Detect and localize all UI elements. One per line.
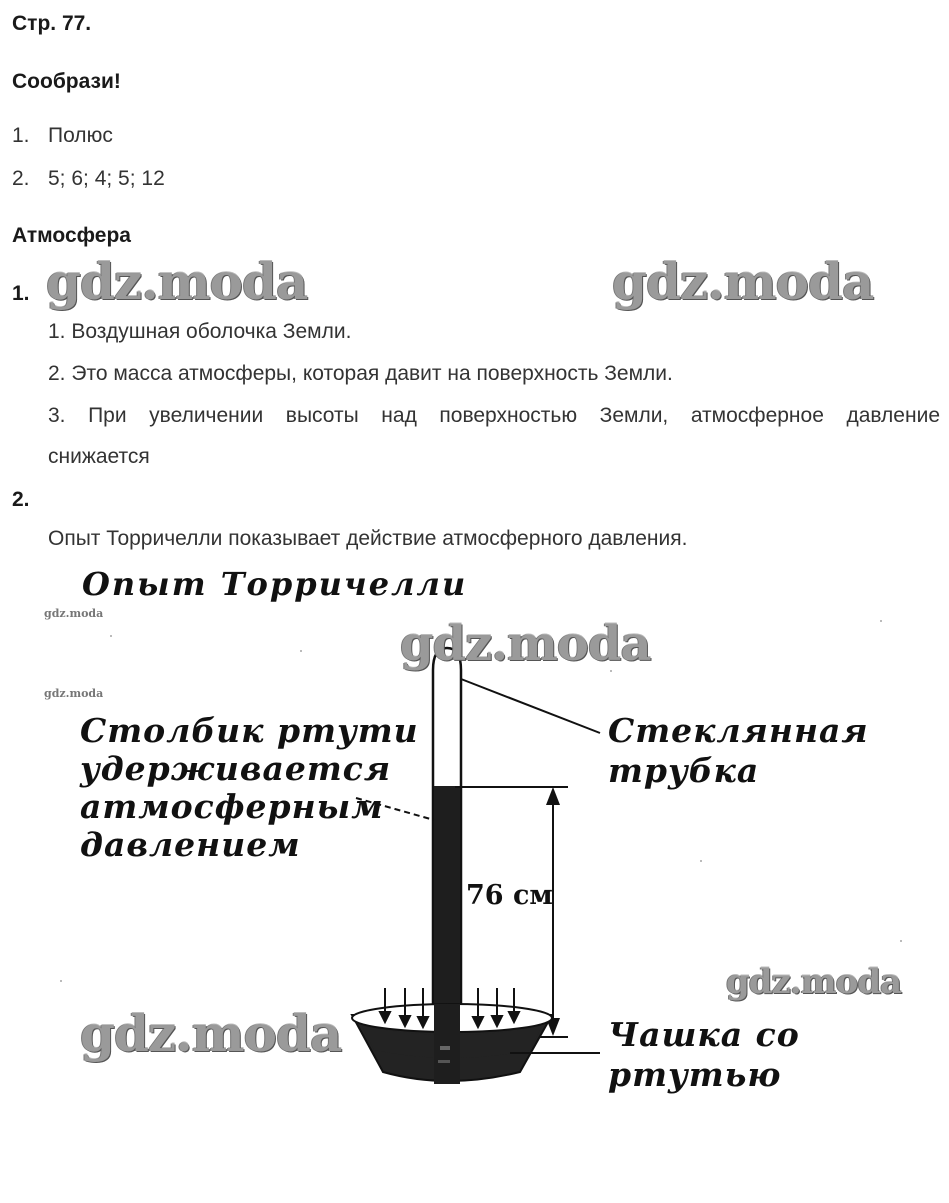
diagram-title: Опыт Торричелли [82,565,468,603]
label-mercury-column: удерживается [80,749,392,788]
watermark: gdz.moda [46,252,308,311]
list-item-text: 5; 6; 4; 5; 12 [48,167,165,190]
answer-line: Опыт Торричелли показывает действие атмосферного давления. [48,527,688,550]
label-glass-tube: Стеклянная [608,711,869,750]
label-mercury-cup: Чашка со [608,1015,800,1054]
answer-line: 2. Это масса атмосферы, которая давит на поверхность Земли. [48,362,673,385]
list-item-text: Полюс [48,124,113,147]
task-number: 1. [12,282,30,305]
watermark: gdz.moda [400,616,651,672]
section-title-soobrazi: Сообрази! [12,70,121,93]
task-number: 2. [12,488,30,511]
measurement-label: 76 см [466,880,553,911]
label-mercury-cup: ртутью [608,1055,782,1094]
tube-in-cup [434,1004,460,1084]
list-item-number: 2. [12,167,30,190]
watermark: gdz.moda [80,1004,342,1063]
arrow-head-top [546,787,560,805]
tube-leader-line [461,679,600,733]
label-mercury-column: давлением [80,825,301,864]
section-title-atmosphere: Атмосфера [12,224,131,247]
answer-line: 1. Воздушная оболочка Земли. [48,320,352,343]
watermark-small: gdz.moda [44,687,104,700]
page-reference: Стр. 77. [12,12,92,35]
answer-line: снижается [48,445,150,468]
label-mercury-column: атмосферным [80,787,384,826]
watermark: gdz.moda [726,962,902,1002]
watermark-small: gdz.moda [44,607,104,620]
answer-line: 3. При увеличении высоты над поверхностью Земли, атмосферное давление [48,404,940,427]
label-mercury-column: Столбик ртути [80,711,419,750]
watermark: gdz.moda [612,252,874,311]
list-item-number: 1. [12,124,30,147]
label-glass-tube: трубка [608,751,760,790]
